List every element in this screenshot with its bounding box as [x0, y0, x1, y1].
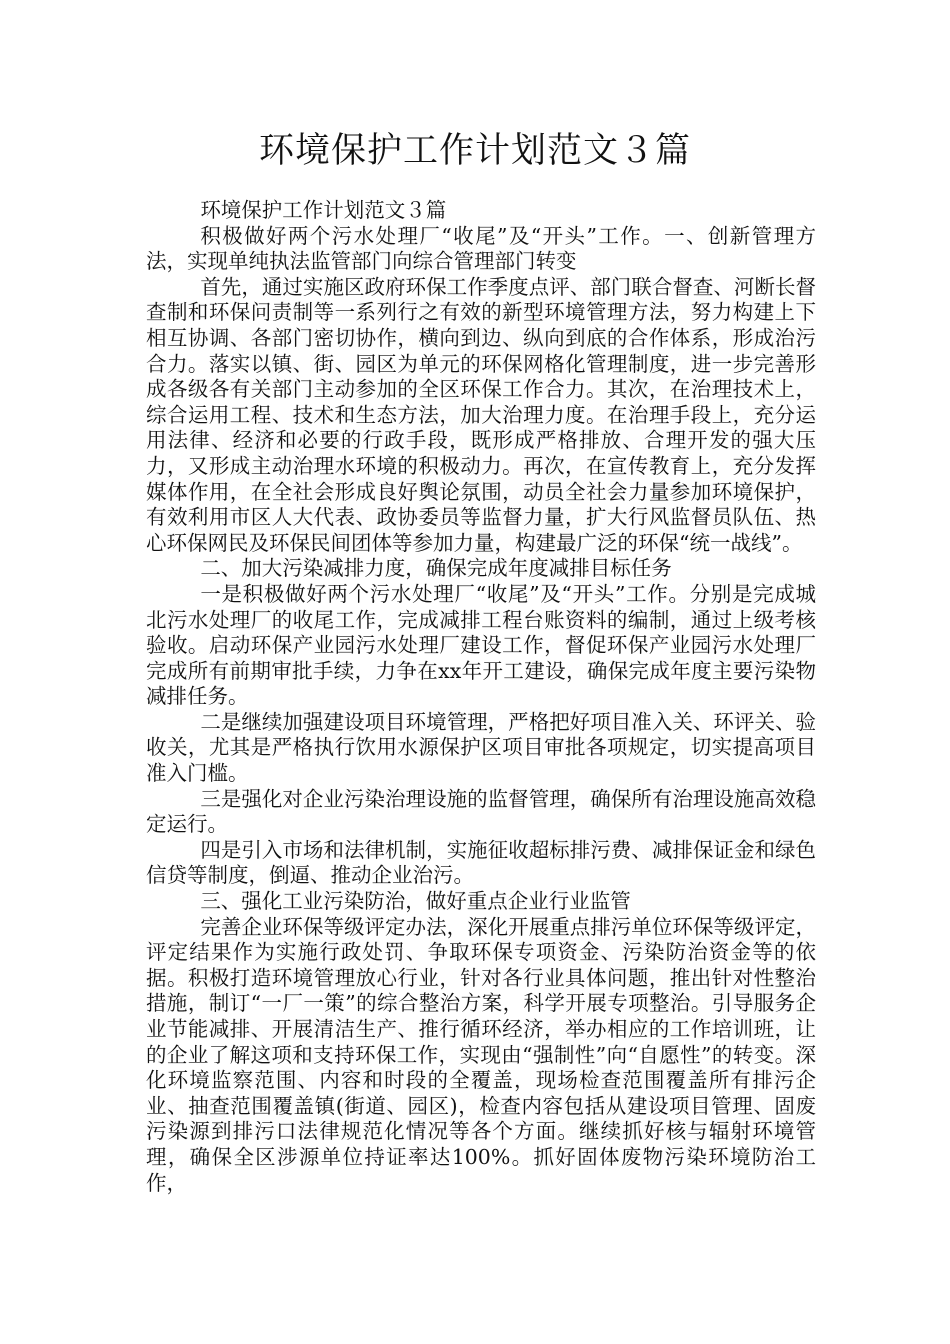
paragraph-subtitle: 环境保护工作计划范文３篇	[200, 198, 447, 222]
paragraph: 四是引入市场和法律机制，实施征收超标排污费、减排保证金和绿色信贷等制度，倒逼、推动企业治污。	[146, 837, 816, 888]
document-body	[146, 198, 816, 1196]
paragraph: 一是积极做好两个污水处理厂“收尾”及“开头”工作。分别是完成城北污水处理厂的收尾工作，完成减排工程台账资料的编制，通过上级考核验收。启动环保产业园污水处理厂建设工作，督促环保产业园污水处理厂完成所有前期审批手续，力争在xx年开工建设，确保完成年度主要污染物减排任务。	[146, 581, 816, 709]
paragraph: 积极做好两个污水处理厂“收尾”及“开头”工作。一、创新管理方法，实现单纯执法监管部门向综合管理部门转变	[146, 223, 816, 274]
paragraph: 三是强化对企业污染治理设施的监督管理，确保所有治理设施高效稳定运行。	[146, 786, 816, 837]
section-heading: 三、强化工业污染防治，做好重点企业行业监管	[200, 889, 631, 914]
section-heading: 二、加大污染减排力度，确保完成年度减排目标任务	[200, 556, 672, 581]
document-title: 环境保护工作计划范文３篇	[258, 131, 691, 171]
paragraph: 二是继续加强建设项目环境管理，严格把好项目准入关、环评关、验收关，尤其是严格执行饮用水源保护区项目审批各项规定，切实提高项目准入门槛。	[146, 709, 816, 786]
paragraph: 首先，通过实施区政府环保工作季度点评、部门联合督查、河断长督查制和环保问责制等一系列行之有效的新型环境管理方法，努力构建上下相互协调、各部门密切协作，横向到边、纵向到底的合作体系，形成治污合力。落实以镇、街、园区为单元的环保网格化管理制度，进一步完善形成各级各有关部门主动参加的全区环保工作合力。其次，在治理技术上，综合运用工程、技术和生态方法，加大治理力度。在治理手段上，充分运用法律、经济和必要的行政手段，既形成严格排放、合理开发的强大压力，又形成主动治理水环境的积极动力。再次，在宣传教育上，充分发挥媒体作用，在全社会形成良好舆论氛围，动员全社会力量参加环境保护，有效利用市区人大代表、政协委员等监督力量，扩大行风监督员队伍、热心环保网民及环保民间团体等参加力量，构建最广泛的环保“统一战线”。	[146, 274, 816, 555]
paragraph: 完善企业环保等级评定办法，深化开展重点排污单位环保等级评定，评定结果作为实施行政处罚、争取环保专项资金、污染防治资金等的依据。积极打造环境管理放心行业，针对各行业具体问题，推出针对性整治措施，制订“一厂一策”的综合整治方案，科学开展专项整治。引导服务企业节能减排、开展清洁生产、推行循环经济，举办相应的工作培训班，让的企业了解这项和支持环保工作，实现由“强制性”向“自愿性”的转变。深化环境监察范围、内容和时段的全覆盖，现场检查范围覆盖所有排污企业、抽查范围覆盖镇(街道、园区)，检查内容包括从建设项目管理、固废污染源到排污口法律规范化情况等各个方面。继续抓好核与辐射环境管理，确保全区涉源单位持证率达100%。抓好固体废物污染环境防治工作，	[146, 914, 816, 1195]
